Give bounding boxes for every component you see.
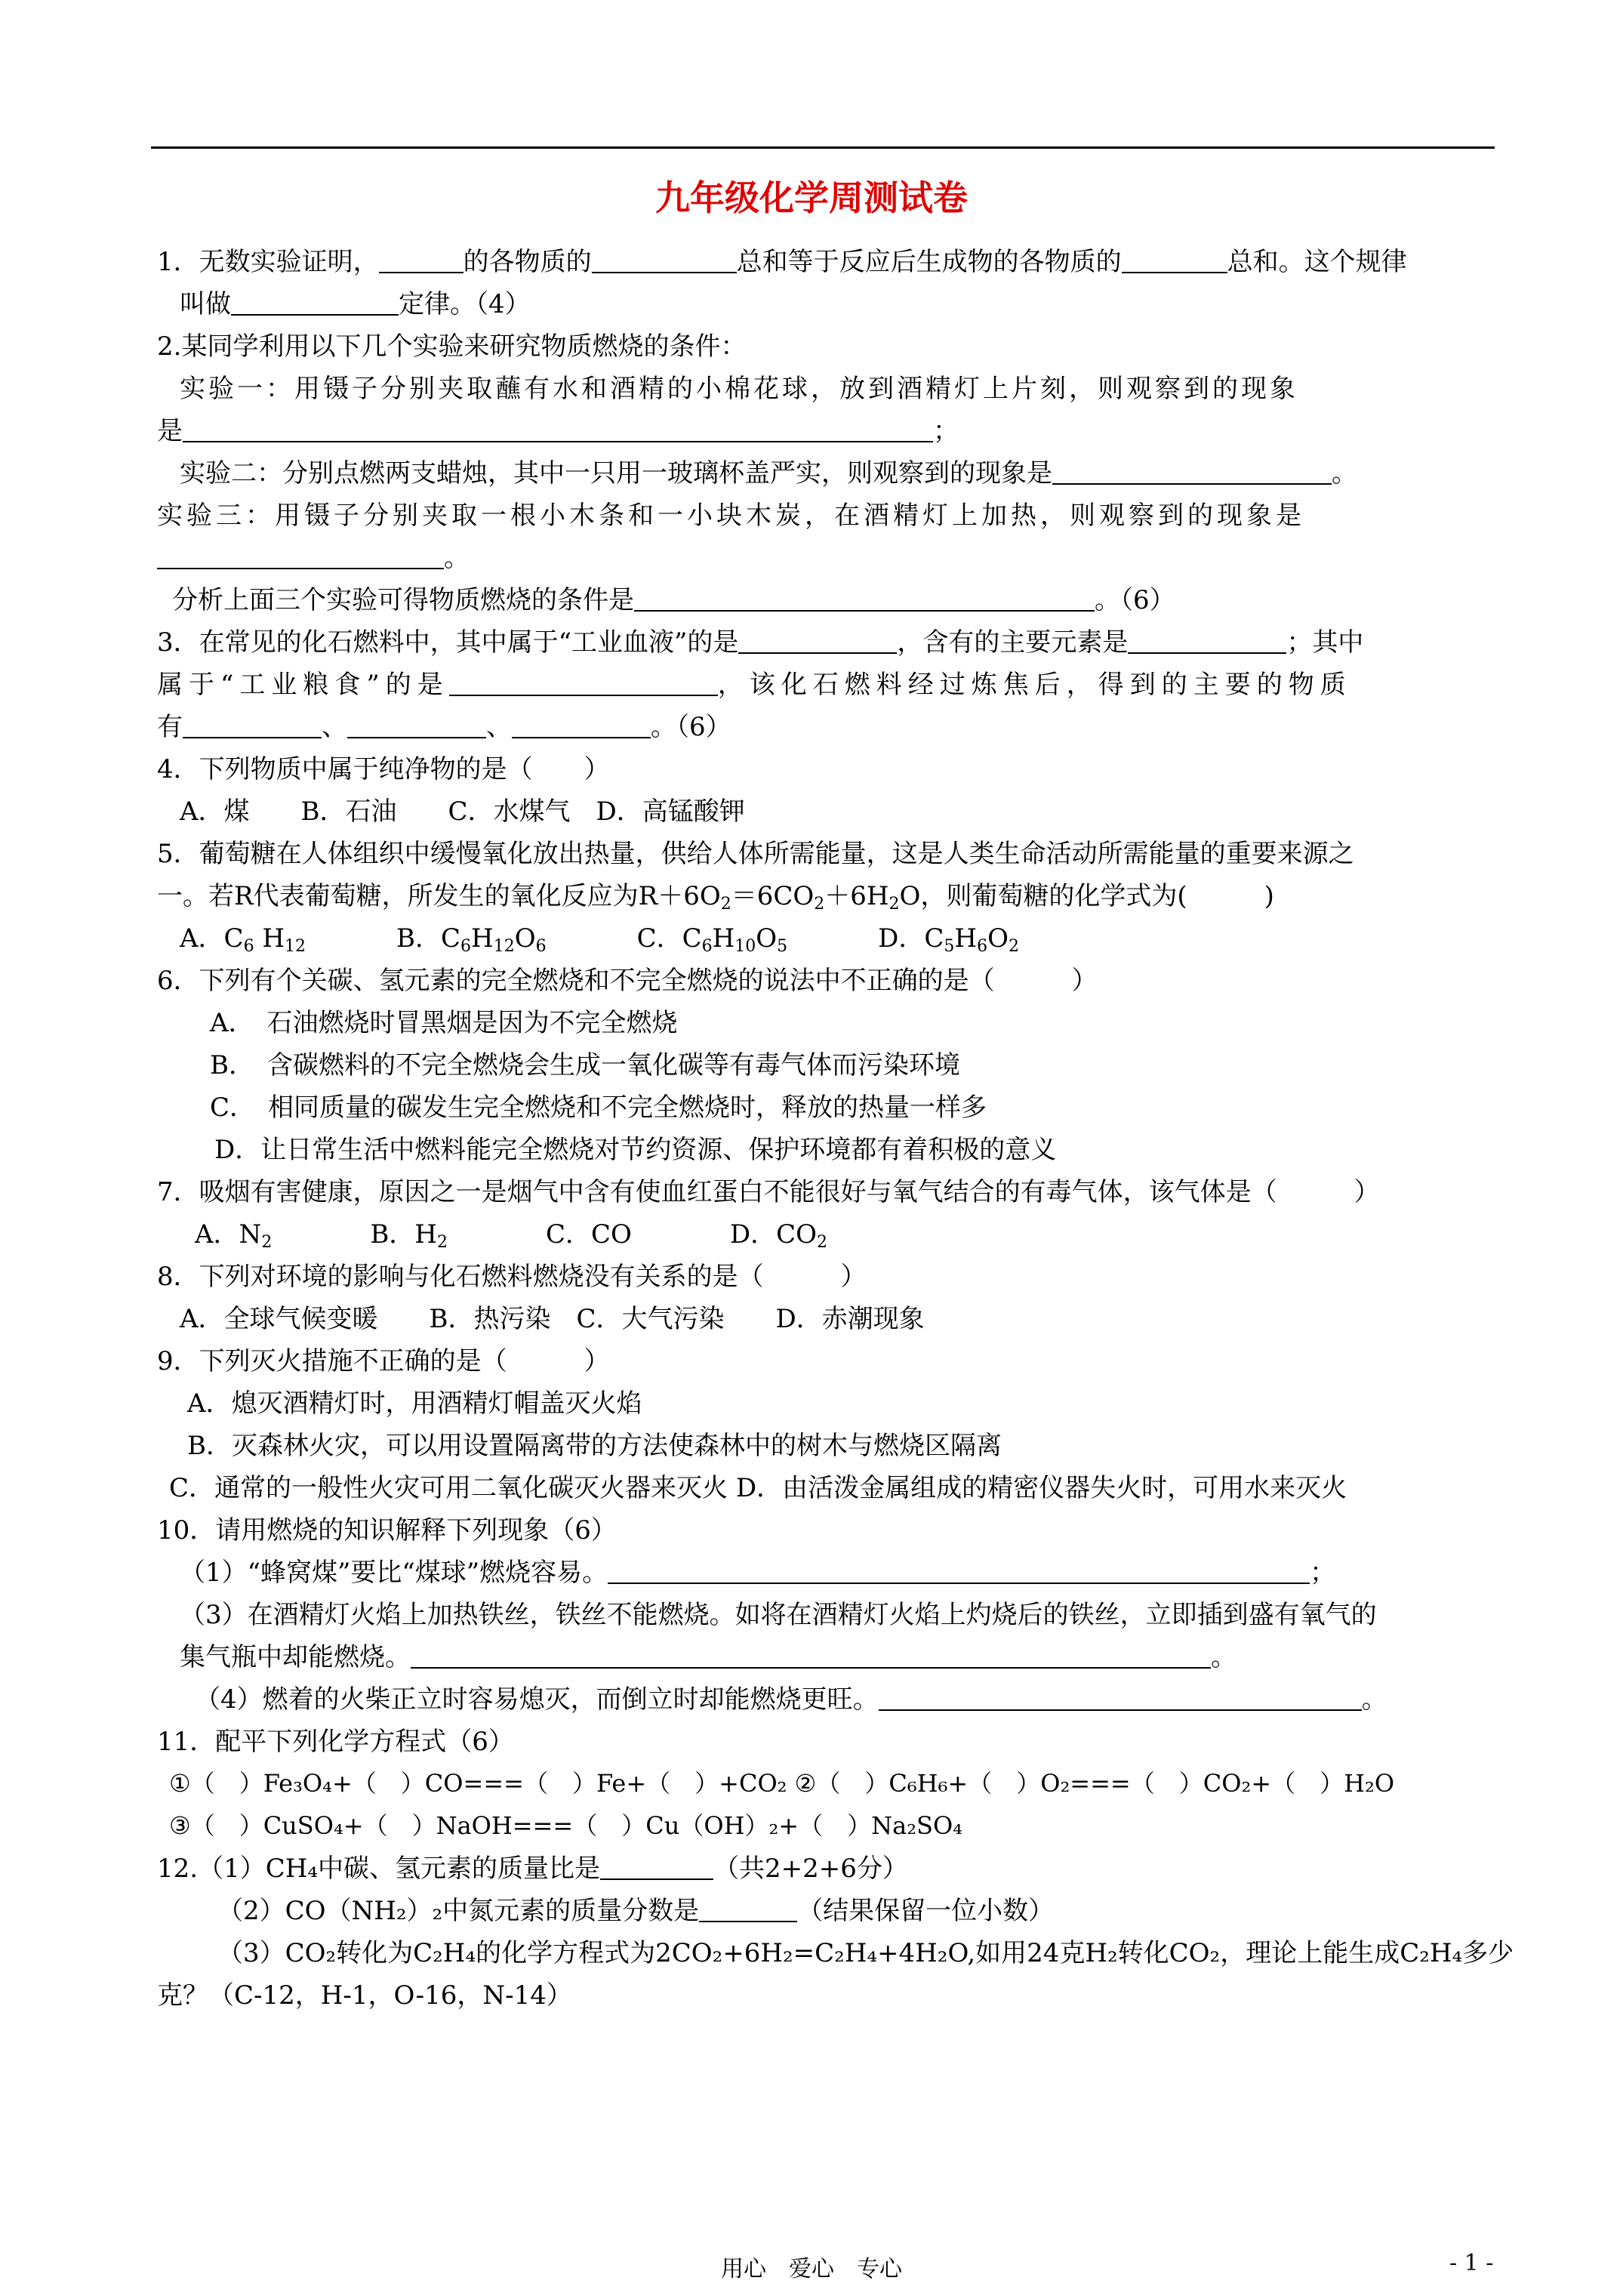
blank[interactable]	[608, 1560, 1310, 1584]
q9-option-cd: C．通常的一般性火灾可用二氧化碳灭火器来灭火 D．由活泼金属组成的精密仪器失火时，可用水来灭火	[169, 1473, 1347, 1503]
blank[interactable]	[1122, 249, 1227, 273]
q10-stem: 10．请用燃烧的知识解释下列现象（6）	[157, 1515, 617, 1546]
q5-line2: 一。若R代表葡萄糖，所发生的氧化反应为$R+6O_2=6CO_2+6H_2O$，则葡萄糖的化学式为( )	[157, 881, 1274, 914]
q12-part3-line1: （3）CO₂转化为C₂H₄的化学方程式为2CO₂+6H₂=C₂H₄+4H₂O,如用24克H₂转化CO₂，理论上能生成C₂H₄多少	[217, 1938, 1514, 1968]
blank[interactable]	[183, 418, 933, 442]
blank[interactable]	[512, 714, 651, 738]
footer-motto: 用心 爱心 专心	[721, 2256, 902, 2282]
blank[interactable]	[1128, 630, 1286, 654]
q11-equations-2: ③（ ）CuSO₄+（ ）NaOH===（ ）Cu（OH）₂+（ ）Na₂SO₄	[169, 1811, 963, 1840]
q6-option-b: B． 含碳燃料的不完全燃烧会生成一氧化碳等有毒气体而污染环境	[210, 1050, 960, 1080]
q2-exp1-line1: 实验一：用镊子分别夹取蘸有水和酒精的小棉花球，放到酒精灯上片刻，则观察到的现象	[180, 374, 1298, 404]
q9-option-b: B．灭森林火灾，可以用设置隔离带的方法使森林中的树木与燃烧区隔离	[187, 1431, 1002, 1461]
q2-intro: 2.某同学利用以下几个实验来研究物质燃烧的条件：	[157, 331, 747, 362]
q8-options: A．全球气候变暖 B．热污染 C．大气污染 D．赤潮现象	[180, 1304, 925, 1334]
q5-line1: 5．葡萄糖在人体组织中缓慢氧化放出热量，供给人体所需能量，这是人类生命活动所需能量的重要来源之	[157, 839, 1354, 869]
q12-part2: （2）CO（NH₂）₂中氮元素的质量分数是 （结果保留一位小数）	[217, 1896, 1055, 1926]
blank[interactable]	[879, 1687, 1362, 1711]
q2-exp3-line1: 实验三：用镊子分别夹取一根小木条和一小块木炭，在酒精灯上加热，则观察到的现象是	[157, 501, 1305, 531]
q3-line2: 属于“工业粮食”的是 ，该化石燃料经过炼焦后，得到的主要的物质	[157, 670, 1352, 700]
q4-stem: 4．下列物质中属于纯净物的是（ ）	[157, 754, 610, 784]
q6-option-d: D．让日常生活中燃料能完全燃烧对节约资源、保护环境都有着积极的意义	[214, 1135, 1057, 1165]
q11-stem: 11．配平下列化学方程式（6）	[157, 1727, 514, 1757]
q2-analysis: 分析上面三个实验可得物质燃烧的条件是 。（6）	[172, 585, 1175, 615]
blank[interactable]	[1052, 461, 1332, 485]
q1-line2: 叫做 定律。（4）	[180, 289, 531, 319]
blank[interactable]	[379, 249, 463, 273]
q12-part1: 12.（1）CH₄中碳、氢元素的质量比是 （共2+2+6分）	[157, 1854, 908, 1884]
q5-options: A．$C_6$ $H_{12}$ B．$C_6H_{12}O_6$ C．$C_6H_{10}O_5$ D．$C_5H_6O_2$	[180, 923, 1019, 956]
q6-option-c: C． 相同质量的碳发生完全燃烧和不完全燃烧时，释放的热量一样多	[210, 1093, 987, 1123]
q6-option-a: A． 石油燃烧时冒黑烟是因为不完全燃烧	[210, 1008, 678, 1038]
q6-stem: 6．下列有个关碳、氢元素的完全燃烧和不完全燃烧的说法中不正确的是（ ）	[157, 966, 1098, 996]
blank[interactable]	[347, 714, 486, 738]
q2-exp3-line2: 。	[157, 545, 470, 571]
blank[interactable]	[411, 1644, 1211, 1669]
blank[interactable]	[600, 1856, 713, 1880]
q12-part3-line2: 克？（C-12，H-1，O-16，N-14）	[157, 1980, 572, 2011]
header-rule	[151, 146, 1495, 149]
q9-stem: 9．下列灭火措施不正确的是（ ）	[157, 1346, 610, 1376]
page-number: - 1 -	[1449, 2250, 1494, 2276]
q10-part4: （4）燃着的火柴正立时容易熄灭，而倒立时却能燃烧更旺。 。	[195, 1684, 1387, 1715]
q10-part1: （1）“蜂窝煤”要比“煤球”燃烧容易。 ；	[180, 1558, 1336, 1588]
q10-part3-line2: 集气瓶中却能燃烧。 。	[180, 1642, 1236, 1672]
q1-line1: 1．无数实验证明， 的各物质的 总和等于反应后生成物的各物质的 总和。这个规律	[157, 247, 1407, 277]
q2-exp1-line2: 是 ；	[157, 416, 959, 446]
q2-exp2: 实验二：分别点燃两支蜡烛，其中一只用一玻璃杯盖严实，则观察到的现象是 。	[180, 458, 1357, 488]
blank[interactable]	[699, 1898, 797, 1922]
q11-equations-1: ①（ ）Fe₃O₄+（ ）CO===（ ）Fe+（ ）+CO₂ ②（ ）C₆H₆+（ ）O₂===（ ）CO₂+（ ）H₂O	[169, 1769, 1395, 1798]
blank[interactable]	[738, 630, 897, 654]
blank[interactable]	[183, 714, 322, 738]
q3-line1: 3．在常见的化石燃料中，其中属于“工业血液”的是 ，含有的主要元素是 ；其中	[157, 627, 1364, 658]
q9-option-a: A．熄灭酒精灯时，用酒精灯帽盖灭火焰	[187, 1388, 642, 1419]
q7-stem: 7．吸烟有害健康，原因之一是烟气中含有使血红蛋白不能很好与氧气结合的有毒气体，该气体是（ ）	[157, 1177, 1380, 1207]
q3-line3: 有 、 、 。（6）	[157, 712, 731, 742]
blank[interactable]	[449, 672, 718, 696]
blank[interactable]	[157, 545, 444, 569]
q8-stem: 8．下列对环境的影响与化石燃料燃烧没有关系的是（ ）	[157, 1262, 867, 1292]
blank[interactable]	[634, 587, 1095, 612]
q4-options: A．煤 B．石油 C．水煤气 D．高锰酸钾	[180, 797, 745, 827]
q10-part3-line1: （3）在酒精灯火焰上加热铁丝，铁丝不能燃烧。如将在酒精灯火焰上灼烧后的铁丝，立即插到盛有氧气的	[180, 1600, 1377, 1630]
page-title: 九年级化学周测试卷	[655, 177, 968, 218]
blank[interactable]	[231, 291, 399, 316]
q7-options: A．$N_2$ B．$H_2$ C．CO D．$CO_2$	[195, 1219, 828, 1252]
blank[interactable]	[592, 249, 737, 273]
